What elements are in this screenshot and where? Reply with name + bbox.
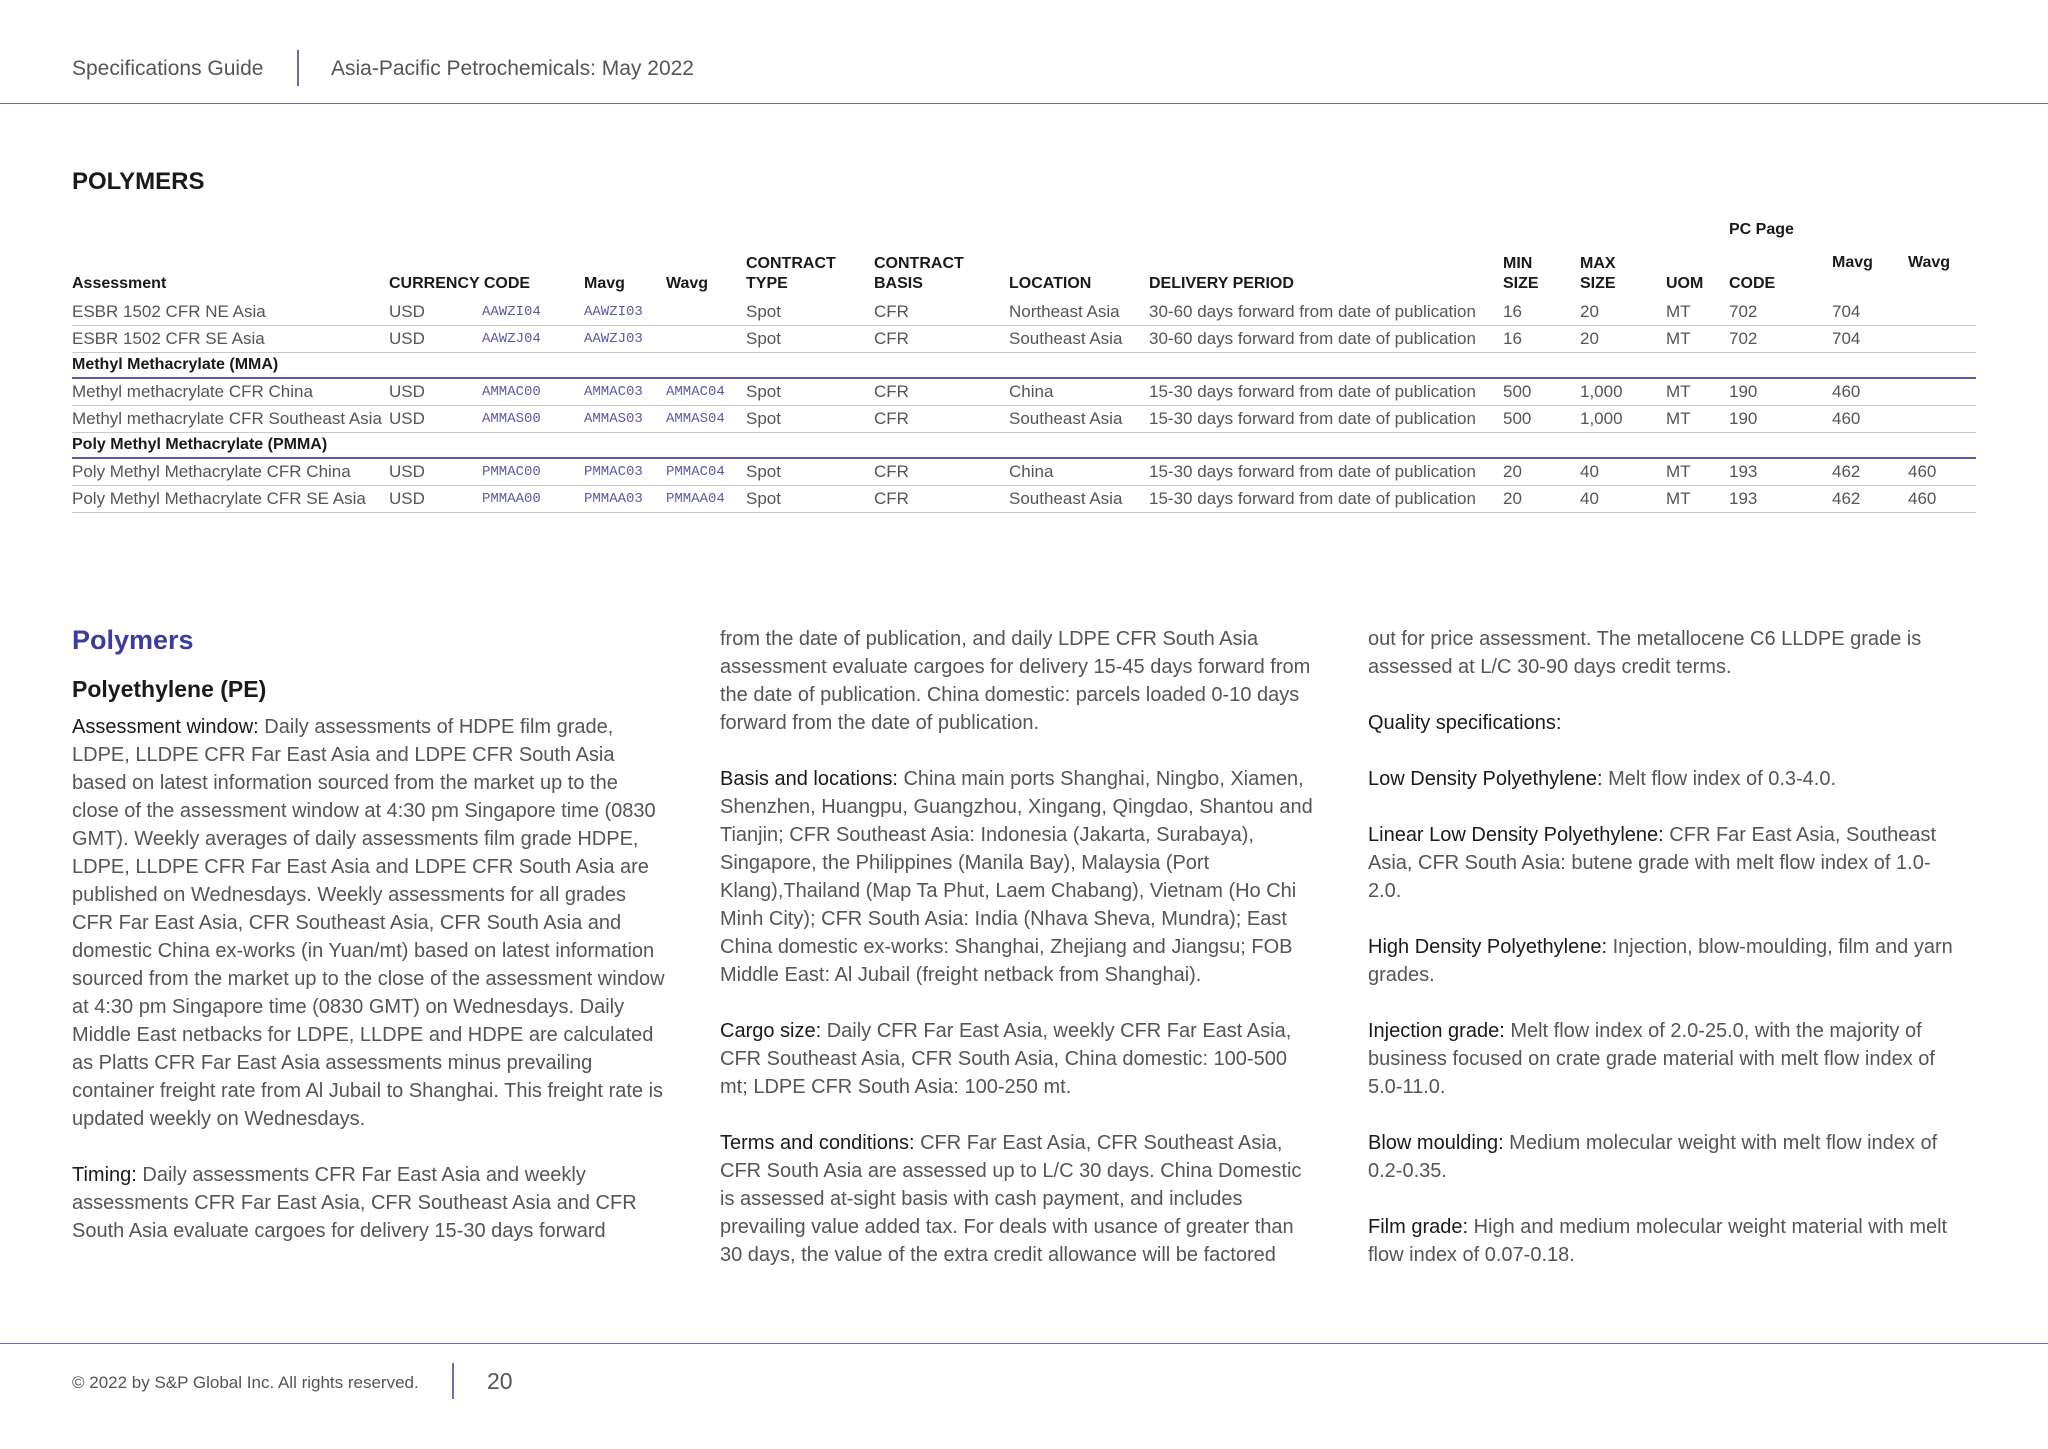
table-cell: 40 bbox=[1580, 486, 1666, 513]
table-cell: CFR bbox=[874, 406, 1009, 433]
table-cell: 462 bbox=[1832, 486, 1908, 513]
col-header: DELIVERY PERIOD bbox=[1149, 275, 1294, 292]
table-cell: Poly Methyl Methacrylate CFR China bbox=[72, 458, 389, 486]
table-cell: 190 bbox=[1729, 406, 1832, 433]
document-title: Asia-Pacific Petrochemicals: May 2022 bbox=[331, 57, 694, 80]
table-cell: ESBR 1502 CFR SE Asia bbox=[72, 326, 389, 353]
table-cell: PMMAC04 bbox=[666, 458, 746, 486]
table-cell: Spot bbox=[746, 378, 874, 406]
table-cell: 460 bbox=[1908, 486, 1976, 513]
group-label: Methyl Methacrylate (MMA) bbox=[72, 353, 1976, 379]
col-header: CONTRACT BASIS bbox=[874, 255, 964, 292]
table-cell: 1,000 bbox=[1580, 378, 1666, 406]
footer-divider bbox=[452, 1363, 454, 1399]
table-cell: Poly Methyl Methacrylate CFR SE Asia bbox=[72, 486, 389, 513]
body-subheading: Polyethylene (PE) bbox=[72, 676, 267, 702]
table-cell: 30-60 days forward from date of publication bbox=[1149, 326, 1503, 353]
table-cell: 20 bbox=[1503, 458, 1580, 486]
table-cell: 1,000 bbox=[1580, 406, 1666, 433]
table-cell: 460 bbox=[1908, 458, 1976, 486]
table-cell: CFR bbox=[874, 486, 1009, 513]
pc-page-label: PC Page bbox=[1729, 221, 1794, 238]
table-cell: China bbox=[1009, 378, 1149, 406]
paragraph-hdpe: High Density Polyethylene: Injection, blow-moulding, film and yarn grades. bbox=[1368, 936, 1953, 986]
table-cell: 500 bbox=[1503, 378, 1580, 406]
col-header: Wavg bbox=[666, 275, 709, 292]
table-cell: 15-30 days forward from date of publication bbox=[1149, 486, 1503, 513]
paragraph-terms-cont: out for price assessment. The metallocene C6 LLDPE grade is assessed at L/C 30-90 days credit terms. bbox=[1368, 628, 1922, 678]
table-cell: ESBR 1502 CFR NE Asia bbox=[72, 299, 389, 326]
table-row bbox=[72, 486, 1976, 513]
guide-label: Specifications Guide bbox=[72, 57, 264, 80]
table-cell: Spot bbox=[746, 486, 874, 513]
col-header: MIN SIZE bbox=[1503, 255, 1539, 292]
table-cell: PMMAC03 bbox=[584, 458, 666, 486]
table-cell bbox=[1908, 299, 1976, 326]
table-cell: CFR bbox=[874, 458, 1009, 486]
paragraph-film-grade: Film grade: High and medium molecular weight material with melt flow index of 0.07-0.18. bbox=[1368, 1216, 1948, 1266]
col-header: Assessment bbox=[72, 275, 167, 292]
pc-page-header bbox=[1729, 212, 1832, 299]
table-cell: Southeast Asia bbox=[1009, 406, 1149, 433]
table-cell: 40 bbox=[1580, 458, 1666, 486]
table-cell: 193 bbox=[1729, 486, 1832, 513]
paragraph-quality-specs: Quality specifications: bbox=[1368, 712, 1562, 734]
table-cell: MT bbox=[1666, 406, 1729, 433]
table-cell: 190 bbox=[1729, 378, 1832, 406]
table-cell: 702 bbox=[1729, 326, 1832, 353]
col-header: LOCATION bbox=[1009, 275, 1092, 292]
table-cell: 30-60 days forward from date of publication bbox=[1149, 299, 1503, 326]
table-cell: MT bbox=[1666, 378, 1729, 406]
col-header: UOM bbox=[1666, 275, 1704, 292]
table-cell: 20 bbox=[1580, 326, 1666, 353]
table-cell: PMMAA00 bbox=[482, 486, 584, 513]
table-group-row bbox=[72, 353, 1976, 379]
table-header-row bbox=[72, 212, 1976, 299]
table-cell: USD bbox=[389, 378, 482, 406]
col-header: CODE bbox=[1729, 275, 1776, 292]
table-cell bbox=[1908, 378, 1976, 406]
table-cell: 16 bbox=[1503, 326, 1580, 353]
table-cell: 462 bbox=[1832, 458, 1908, 486]
table-cell: CFR bbox=[874, 299, 1009, 326]
paragraph-injection: Injection grade: Melt flow index of 2.0-25.0, with the majority of business focused on crate grade material with melt flow index of 5.0-11.0. bbox=[1368, 1020, 1935, 1098]
col-header: Mavg bbox=[584, 275, 625, 292]
section-title: POLYMERS bbox=[72, 168, 205, 195]
table-cell: CFR bbox=[874, 326, 1009, 353]
col-header: CONTRACT TYPE bbox=[746, 255, 836, 292]
paragraph-basis-locations: Basis and locations: China main ports Shanghai, Ningbo, Xiamen, Shenzhen, Huangpu, Guangzhou, Xingang, Qingdao, Shantou and Tianjin; CFR Southeast Asia: Indonesia (Jakarta, Surabaya), Singapore, the Philippines (Manila Bay), Malaysia (Port Klang),Thailand (Map Ta Phut, Laem Chabang), Vietnam (Ho Chi Minh City); CFR South Asia: India (Nhava Sheva, Mundra); East China domestic ex-works: Shanghai, Zhejiang and Jiangsu; FOB Middle East: Al Jubail (freight netback from Shanghai). bbox=[720, 768, 1313, 986]
table-cell: 500 bbox=[1503, 406, 1580, 433]
table-cell: PMMAC00 bbox=[482, 458, 584, 486]
table-cell: Spot bbox=[746, 326, 874, 353]
paragraph-cargo-size: Cargo size: Daily CFR Far East Asia, weekly CFR Far East Asia, CFR Southeast Asia, CFR South Asia, China domestic: 100-500 mt; LDPE CFR South Asia: 100-250 mt. bbox=[720, 1020, 1292, 1098]
table-cell: 20 bbox=[1503, 486, 1580, 513]
table-cell: AMMAS03 bbox=[584, 406, 666, 433]
table-cell: 16 bbox=[1503, 299, 1580, 326]
table-cell: 702 bbox=[1729, 299, 1832, 326]
table-cell: China bbox=[1009, 458, 1149, 486]
table-cell: AAWZI04 bbox=[482, 299, 584, 326]
paragraph-timing-cont: from the date of publication, and daily LDPE CFR South Asia assessment evaluate cargoes for delivery 15-45 days forward from the date of publication. China domestic: parcels loaded 0-10 days forward from the date of publication. bbox=[720, 628, 1311, 734]
copyright: © 2022 by S&P Global Inc. All rights reserved. bbox=[72, 1373, 419, 1392]
table-cell: AAWZI03 bbox=[584, 299, 666, 326]
text-column-2 bbox=[720, 625, 1314, 1297]
table-cell: 460 bbox=[1832, 406, 1908, 433]
table-cell: CFR bbox=[874, 378, 1009, 406]
table-row bbox=[72, 406, 1976, 433]
page-number: 20 bbox=[487, 1368, 513, 1394]
table-cell: AMMAS00 bbox=[482, 406, 584, 433]
table-cell: AMMAC04 bbox=[666, 378, 746, 406]
table-body bbox=[72, 299, 1976, 513]
table-cell bbox=[666, 326, 746, 353]
table-cell bbox=[666, 299, 746, 326]
page-header bbox=[0, 0, 2048, 104]
table-cell: Spot bbox=[746, 299, 874, 326]
group-label: Poly Methyl Methacrylate (PMMA) bbox=[72, 433, 1976, 459]
table-cell: 193 bbox=[1729, 458, 1832, 486]
table-cell: 15-30 days forward from date of publication bbox=[1149, 406, 1503, 433]
table-cell: AMMAS04 bbox=[666, 406, 746, 433]
table-cell: 15-30 days forward from date of publication bbox=[1149, 378, 1503, 406]
table-cell: Methyl methacrylate CFR China bbox=[72, 378, 389, 406]
table-cell: Southeast Asia bbox=[1009, 326, 1149, 353]
page-footer bbox=[0, 1343, 2048, 1449]
col-header: Wavg bbox=[1908, 254, 1951, 271]
table-row bbox=[72, 326, 1976, 353]
table-cell: USD bbox=[389, 406, 482, 433]
table-row bbox=[72, 299, 1976, 326]
table-row bbox=[72, 458, 1976, 486]
table-cell: AAWZJ04 bbox=[482, 326, 584, 353]
table-cell: MT bbox=[1666, 486, 1729, 513]
table-cell: Spot bbox=[746, 458, 874, 486]
specifications-table bbox=[72, 212, 1976, 513]
paragraph-ldpe: Low Density Polyethylene: Melt flow index of 0.3-4.0. bbox=[1368, 768, 1837, 790]
table-cell: 460 bbox=[1832, 378, 1908, 406]
paragraph-terms: Terms and conditions: CFR Far East Asia, CFR Southeast Asia, CFR South Asia are assessed up to L/C 30 days. China Domestic is assessed at-sight basis with cash payment, and includes prevailing value added tax. For deals with usance of greater than 30 days, the value of the extra credit allowance will be factored bbox=[720, 1132, 1302, 1266]
table-cell: MT bbox=[1666, 299, 1729, 326]
table-cell: MT bbox=[1666, 458, 1729, 486]
body-heading: Polymers bbox=[72, 625, 194, 655]
col-header: MAX SIZE bbox=[1580, 255, 1616, 292]
text-column-3 bbox=[1368, 625, 1962, 1297]
table-cell: 15-30 days forward from date of publication bbox=[1149, 458, 1503, 486]
table-cell: USD bbox=[389, 299, 482, 326]
table-cell: AMMAC00 bbox=[482, 378, 584, 406]
table-cell: Spot bbox=[746, 406, 874, 433]
table-cell: USD bbox=[389, 458, 482, 486]
table-row bbox=[72, 378, 1976, 406]
table-cell bbox=[1908, 406, 1976, 433]
paragraph-assessment-window: Assessment window: Daily assessments of HDPE film grade, LDPE, LLDPE CFR Far East Asia and LDPE CFR South Asia based on latest information sourced from the market up to the close of the assessment window at 4:30 pm Singapore time (0830 GMT). Weekly averages of daily assessments film grade HDPE, LDPE, LLDPE CFR Far East Asia and LDPE CFR South Asia are published on Wednesdays. Weekly assessments for all grades CFR Far East Asia, CFR Southeast Asia, CFR South Asia and domestic China ex-works (in Yuan/mt) based on latest information sourced from the market up to the close of the assessment window at 4:30 pm Singapore time (0830 GMT) on Wednesdays. Daily Middle East netbacks for LDPE, LLDPE and HDPE are calculated as Platts CFR Far East Asia assessments minus prevailing container freight rate from Al Jubail to Shanghai. This freight rate is updated weekly on Wednesdays. bbox=[72, 716, 665, 1130]
paragraph-blow-moulding: Blow moulding: Medium molecular weight with melt flow index of 0.2-0.35. bbox=[1368, 1132, 1938, 1182]
table-cell: AAWZJ03 bbox=[584, 326, 666, 353]
table-group-row bbox=[72, 433, 1976, 459]
table-cell: PMMAA03 bbox=[584, 486, 666, 513]
table-cell: 20 bbox=[1580, 299, 1666, 326]
table-cell: USD bbox=[389, 326, 482, 353]
paragraph-timing: Timing: Daily assessments CFR Far East Asia and weekly assessments CFR Far East Asia, CFR Southeast Asia and CFR South Asia evaluate cargoes for delivery 15-30 days forward bbox=[72, 1164, 637, 1242]
table-cell: AMMAC03 bbox=[584, 378, 666, 406]
header-divider bbox=[297, 50, 299, 86]
table-cell: Methyl methacrylate CFR Southeast Asia bbox=[72, 406, 389, 433]
table-cell: PMMAA04 bbox=[666, 486, 746, 513]
table-cell: 704 bbox=[1832, 299, 1908, 326]
table-cell: Southeast Asia bbox=[1009, 486, 1149, 513]
text-column-1 bbox=[72, 625, 666, 1273]
table-cell: MT bbox=[1666, 326, 1729, 353]
table-cell: USD bbox=[389, 486, 482, 513]
col-header: CURRENCY CODE bbox=[389, 275, 531, 292]
paragraph-lldpe: Linear Low Density Polyethylene: CFR Far East Asia, Southeast Asia, CFR South Asia: butene grade with melt flow index of 1.0-2.0. bbox=[1368, 824, 1937, 902]
table-cell: Northeast Asia bbox=[1009, 299, 1149, 326]
table-cell: 704 bbox=[1832, 326, 1908, 353]
col-header: Mavg bbox=[1832, 254, 1873, 271]
table-cell bbox=[1908, 326, 1976, 353]
